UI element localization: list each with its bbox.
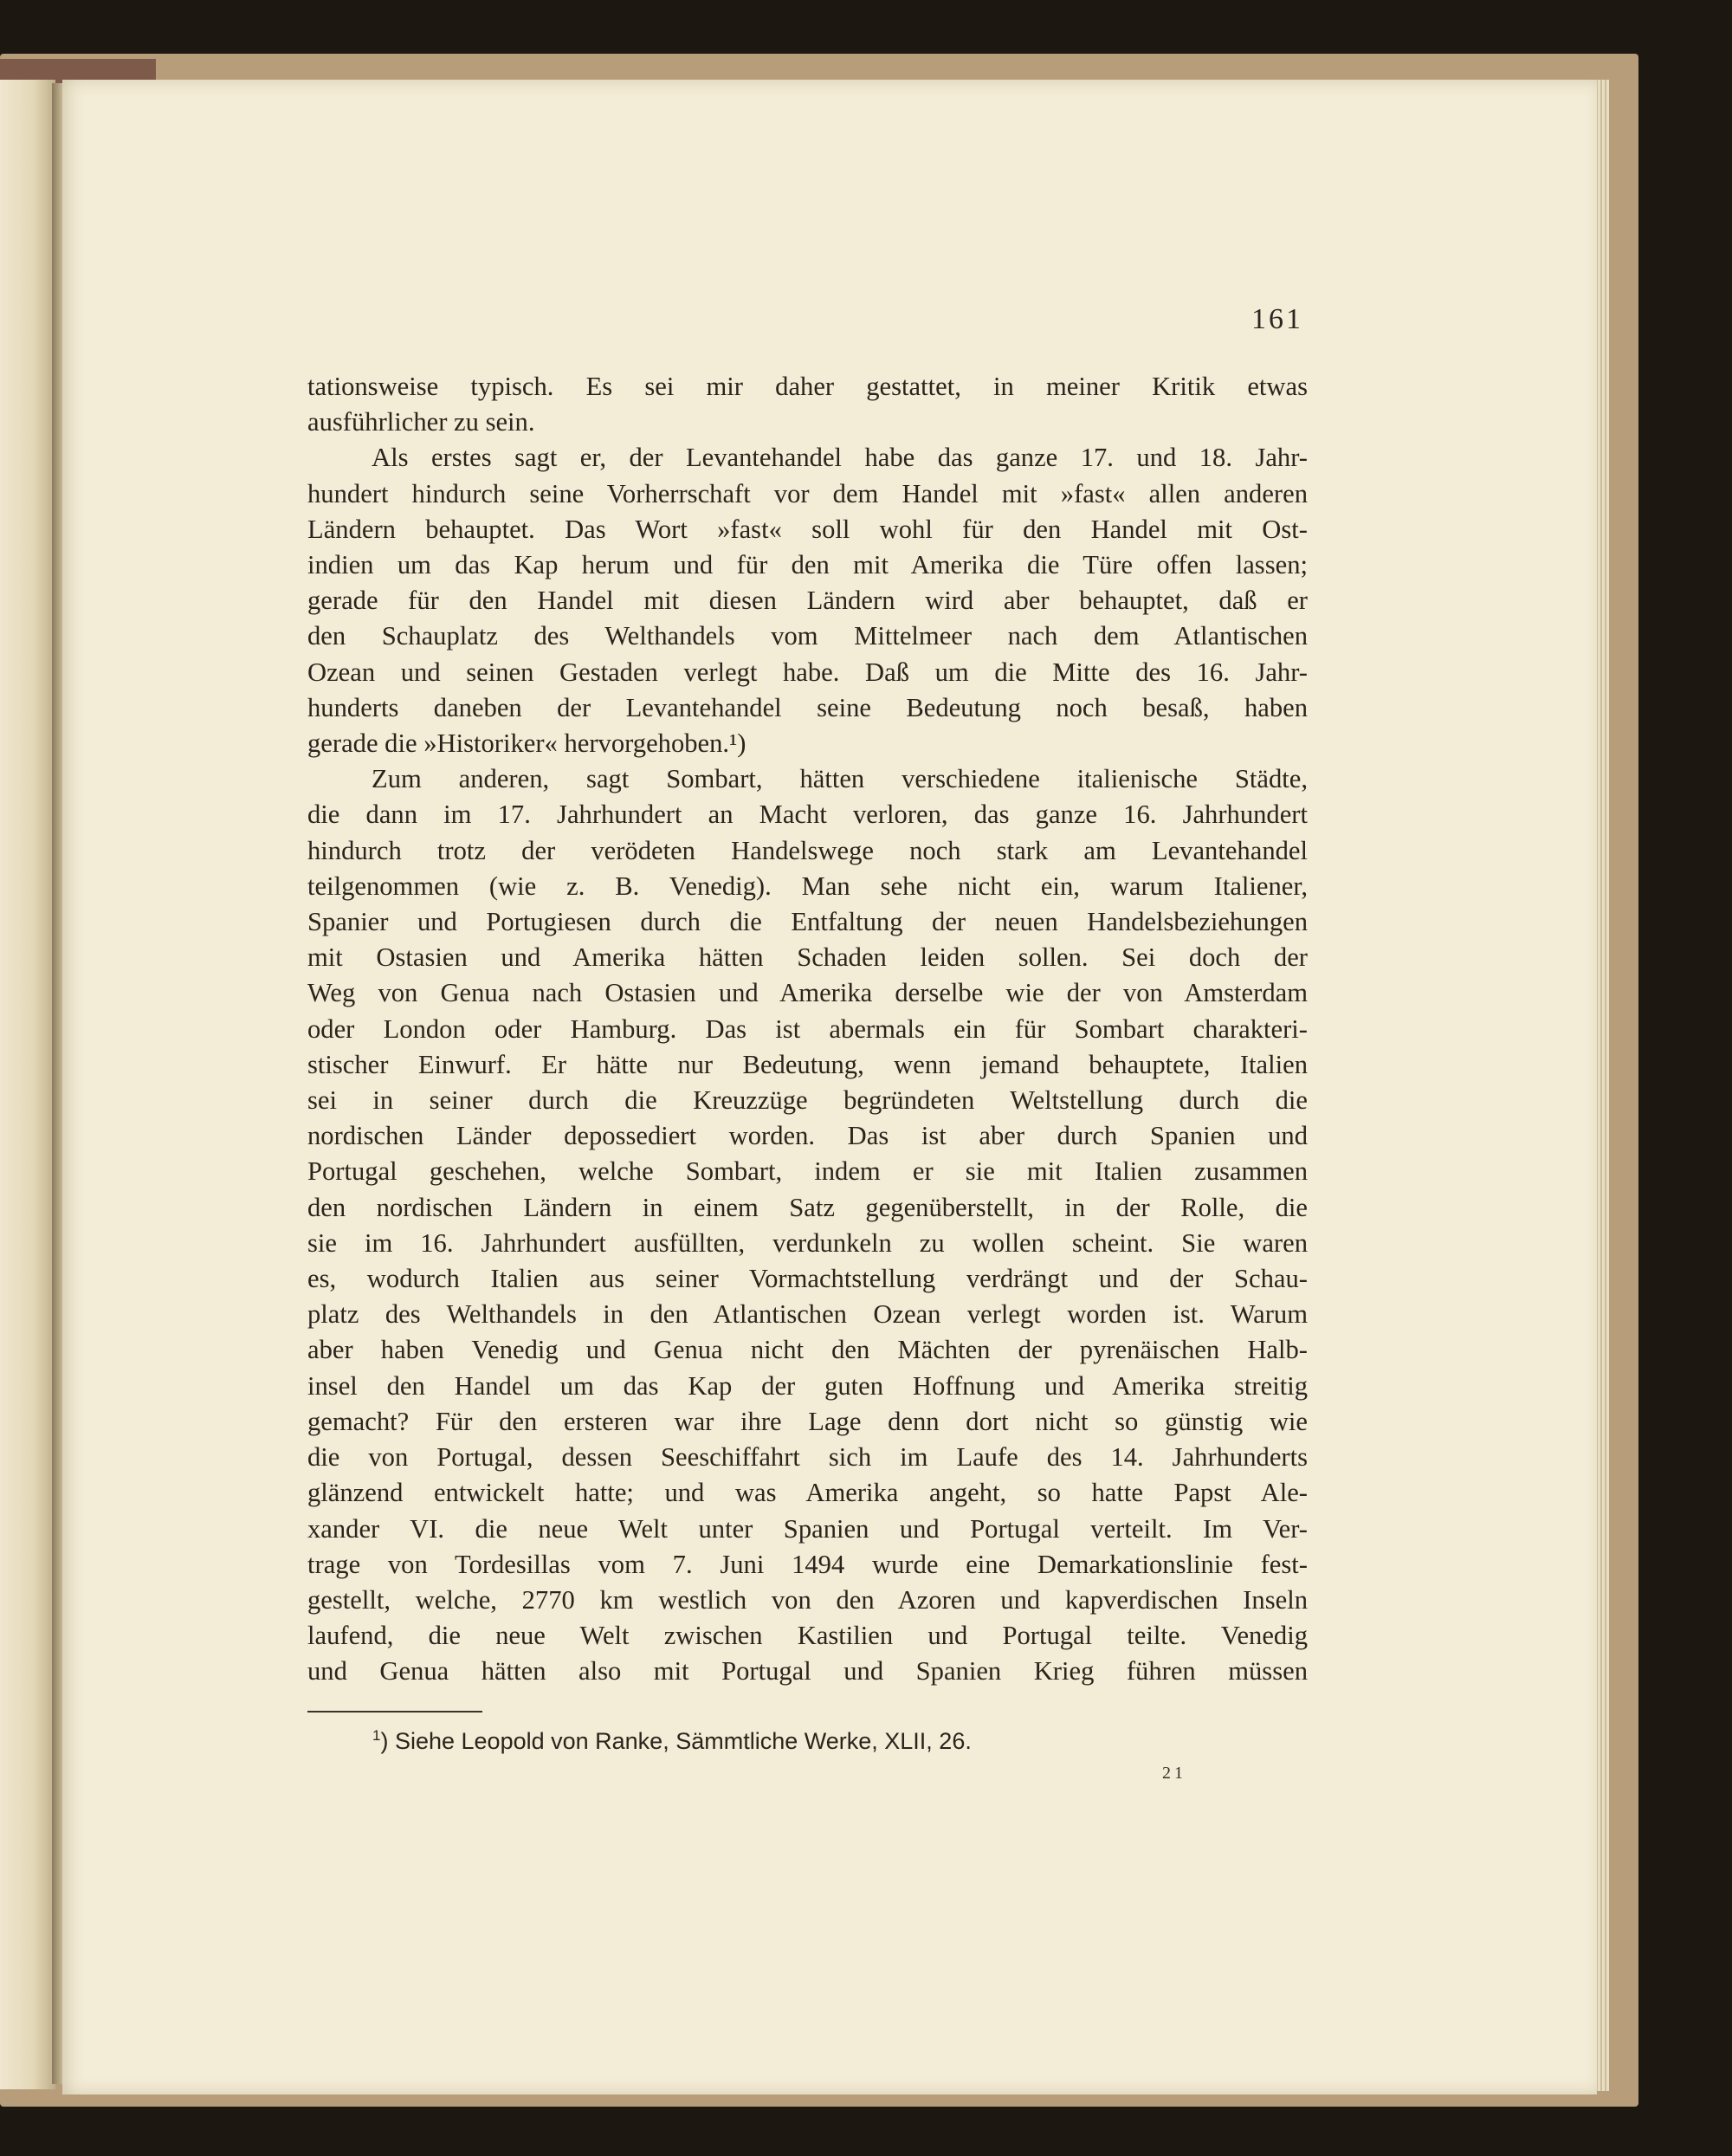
- text-line: hindurch trotz der verödeten Handelswege noch stark am Levantehandel: [307, 835, 1308, 865]
- text-line: und Genua hätten also mit Portugal und Spanien Krieg führen müssen: [307, 1656, 1308, 1687]
- text-line: sie im 16. Jahrhundert ausfüllten, verdunkeln zu wollen scheint. Sie waren: [307, 1227, 1308, 1258]
- text-line: Weg von Genua nach Ostasien und Amerika derselbe wie der von Amsterdam: [307, 978, 1308, 1008]
- text-line: Ländern behauptet. Das Wort »fast« soll wohl für den Handel mit Ost-: [307, 514, 1308, 544]
- footnote-paren: ): [380, 1728, 395, 1754]
- text-line: gerade die »Historiker« hervorgehoben.¹): [307, 728, 746, 759]
- text-line: Spanier und Portugiesen durch die Entfaltung der neuen Handelsbeziehungen: [307, 907, 1308, 937]
- footnote-marker: 1: [372, 1727, 381, 1744]
- footnote-rule: [307, 1711, 482, 1712]
- text-line: gestellt, welche, 2770 km westlich von den Azoren und kapverdischen Inseln: [307, 1584, 1308, 1615]
- text-line: laufend, die neue Welt zwischen Kastilien und Portugal teilte. Venedig: [307, 1621, 1308, 1651]
- text-line: tationsweise typisch. Es sei mir daher gestattet, in meiner Kritik etwas: [307, 372, 1308, 401]
- text-line: Zum anderen, sagt Sombart, hätten verschiedene italienische Städte,: [372, 764, 1308, 794]
- text-line: ausführlicher zu sein.: [307, 407, 535, 437]
- text-line: die von Portugal, dessen Seeschiffahrt sich im Laufe des 14. Jahrhunderts: [307, 1442, 1308, 1473]
- left-page-edge: [0, 80, 55, 2089]
- signature-mark: 21: [1162, 1764, 1186, 1783]
- page-number: 161: [1251, 303, 1303, 335]
- footnote-text: Siehe Leopold von Ranke, Sämmtliche Werke, XLII, 26.: [394, 1728, 972, 1754]
- text-line: gerade für den Handel mit diesen Ländern wird aber behauptet, daß er: [307, 586, 1308, 616]
- footnote: [372, 1727, 972, 1755]
- text-line: trage von Tordesillas vom 7. Juni 1494 wurde eine Demarkationslinie fest-: [307, 1549, 1308, 1579]
- text-line: platz des Welthandels in den Atlantischen Ozean verlegt worden ist. Warum: [307, 1299, 1308, 1330]
- text-line: oder London oder Hamburg. Das ist abermals ein für Sombart charakteri-: [307, 1013, 1308, 1044]
- text-line: hunderts daneben der Levantehandel seine Bedeutung noch besaß, haben: [307, 692, 1308, 722]
- text-line: aber haben Venedig und Genua nicht den Mächten der pyrenäischen Halb-: [307, 1335, 1308, 1365]
- text-line: mit Ostasien und Amerika hätten Schaden leiden sollen. Sei doch der: [307, 942, 1308, 973]
- text-line: den nordischen Ländern in einem Satz gegenüberstellt, in der Rolle, die: [307, 1192, 1308, 1222]
- text-line: gemacht? Für den ersteren war ihre Lage denn dort nicht so günstig wie: [307, 1406, 1308, 1436]
- text-line: teilgenommen (wie z. B. Venedig). Man sehe nicht ein, warum Italiener,: [307, 871, 1308, 901]
- text-line: nordischen Länder depossediert worden. Das ist aber durch Spanien und: [307, 1121, 1308, 1151]
- text-line: den Schauplatz des Welthandels vom Mittelmeer nach dem Atlantischen: [307, 621, 1308, 651]
- text-line: Als erstes sagt er, der Levantehandel habe das ganze 17. und 18. Jahr-: [372, 443, 1308, 473]
- text-line: xander VI. die neue Welt unter Spanien und Portugal verteilt. Im Ver-: [307, 1513, 1308, 1544]
- text-line: sei in seiner durch die Kreuzzüge begründeten Weltstellung durch die: [307, 1085, 1308, 1116]
- text-line: indien um das Kap herum und für den mit Amerika die Türe offen lassen;: [307, 550, 1308, 580]
- text-line: Ozean und seinen Gestaden verlegt habe. Daß um die Mitte des 16. Jahr-: [307, 657, 1308, 687]
- body-text: [307, 369, 1308, 1690]
- text-line: stischer Einwurf. Er hätte nur Bedeutung, wenn jemand behauptete, Italien: [307, 1049, 1308, 1079]
- text-line: die dann im 17. Jahrhundert an Macht verloren, das ganze 16. Jahrhundert: [307, 800, 1308, 830]
- text-line: hundert hindurch seine Vorherrschaft vor dem Handel mit »fast« allen anderen: [307, 478, 1308, 508]
- text-line: glänzend entwickelt hatte; und was Amerika angeht, so hatte Papst Ale-: [307, 1478, 1308, 1508]
- text-line: insel den Handel um das Kap der guten Hoffnung und Amerika streitig: [307, 1370, 1308, 1401]
- text-line: es, wodurch Italien aus seiner Vormachtstellung verdrängt und der Schau-: [307, 1264, 1308, 1294]
- text-line: Portugal geschehen, welche Sombart, indem er sie mit Italien zusammen: [307, 1156, 1308, 1187]
